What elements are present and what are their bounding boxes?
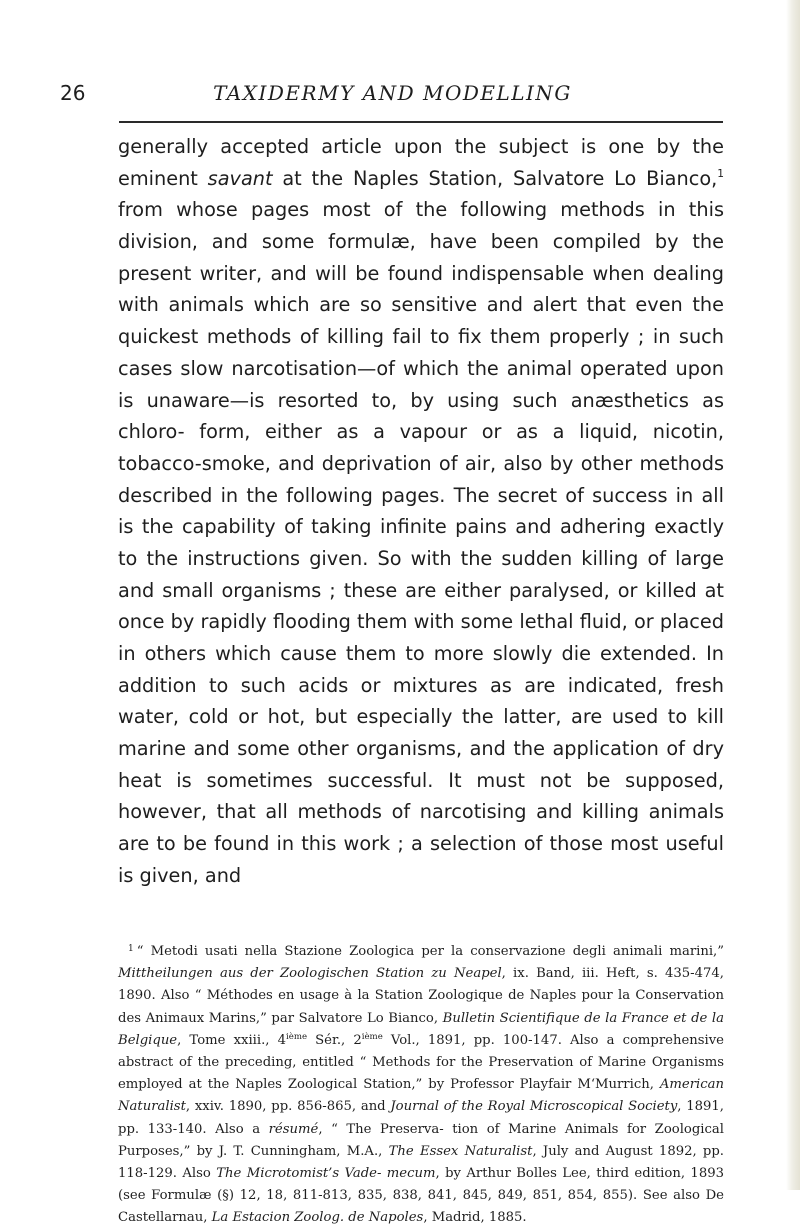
body-text-run: from whose pages most of the following methods in this division, and some formulæ, have been compiled by the present writer, and will be found indispensable when dealing with animals which are so sensitive and alert that even the quickest methods of killing fail to fix them properly ; in such cases slow narcotisation—of which the animal operated upon is unaware—is resorted to, by using such anæsthetics as chloro- form, either as a vapour or as a liquid, nicotin, tobacco-smoke, and deprivation of air, also by other methods described in the following pages. The secret of success in all is the capability of taking infinite pains and adhering exactly to the instructions given. So with the sudden killing of large and small organisms ; these are either paralysed, or killed at once by rapidly flooding them with some lethal fluid, or placed in others which cause them to more slowly die extended. In addition to such acids or mixtures as are indicated, fresh water, cold or hot, but especially the latter, are used to kill marine and some other organisms, and the application of dry heat is sometimes successful. It must not be supposed, however, that all methods of narcotising and killing animals are to be found in this work ; a selection of those most useful is given, and bbox=[118, 198, 724, 887]
page-edge-shadow bbox=[786, 0, 800, 1190]
footnote-italic-title: La Estacion Zoolog. de Napoles bbox=[211, 1210, 424, 1226]
footnote-italic-title: American Naturalist bbox=[118, 1077, 724, 1115]
body-paragraph bbox=[118, 131, 724, 892]
footnote-italic-title: Bulletin Scientifique de la France et de la Belgique bbox=[118, 1010, 724, 1048]
page-header bbox=[60, 78, 725, 108]
header-rule bbox=[119, 121, 723, 123]
running-head: TAXIDERMY AND MODELLING bbox=[213, 81, 572, 105]
footnote-text-run: , xxiv. 1890, pp. 856-865, and bbox=[185, 1099, 391, 1115]
footnote-number: 1 bbox=[128, 944, 134, 954]
footnote-text-run: , July and August 1892, pp. 118-129. Also bbox=[118, 1143, 725, 1182]
footnote-text-run: , Tome xxiii., 4 bbox=[177, 1032, 286, 1048]
footnote-text-run: , Madrid, 1885. bbox=[423, 1210, 527, 1226]
footnote-text-run: “ Metodi usati nella Stazione Zoologica per la conservazione degli animali marini,” bbox=[136, 944, 724, 959]
body-text-run: generally accepted article upon the subject is one by the eminent bbox=[118, 135, 724, 190]
body-italic-savant: savant bbox=[207, 166, 273, 190]
footnote-italic-title: Journal of the Royal Microscopical Society bbox=[390, 1099, 678, 1115]
footnote-text-run: , “ The Preserva- tion of Marine Animals for Zoological Purposes,” by J. T. Cunningham, M.A., bbox=[118, 1121, 724, 1159]
footnote-text-run: , 1891, pp. 133-140. Also a bbox=[118, 1099, 724, 1137]
page-number: 26 bbox=[60, 81, 86, 105]
footnote-italic-title: The Microtomist’s Vade- mecum bbox=[216, 1166, 436, 1182]
footnote-superscript: ième bbox=[361, 1031, 383, 1042]
footnote-text-run: Sér., 2 bbox=[307, 1032, 362, 1048]
footnote-superscript: ième bbox=[286, 1031, 308, 1042]
footnote-italic-title: The Essex Naturalist bbox=[388, 1143, 533, 1159]
footnote-text-run: Vol., 1891, pp. 100-147. Also a comprehensive abstract of the preceding, entitled “ Methods for the Preservation of Marine Organisms employed at the Naples Zoological Station,” by Professor Playfair M‘Murrich, bbox=[118, 1032, 724, 1093]
footnote-reference[interactable]: 1 bbox=[717, 166, 725, 180]
footnote bbox=[118, 938, 724, 1230]
body-text-run: at the Naples Station, Salvatore Lo Bianco, bbox=[272, 166, 718, 190]
footnote-text-run: , ix. Band, iii. Heft, s. 435-474, 1890. Also “ Méthodes en usage à la Station Zoologique de Naples pour la Conservation des Animaux Marins,” par Salvatore Lo Bianco, bbox=[118, 966, 724, 1026]
footnote-text-run: , by Arthur Bolles Lee, third edition, 1893 (see Formulæ (§) 12, 18, 811-813, 835, 838, 841, 845, 849, 851, 854, 855). See also De Castellarnau, bbox=[118, 1166, 724, 1226]
footnote-italic-title: Mittheilungen aus der Zoologischen Station zu Neapel bbox=[118, 966, 502, 982]
footnote-italic-word: résumé bbox=[268, 1121, 319, 1137]
